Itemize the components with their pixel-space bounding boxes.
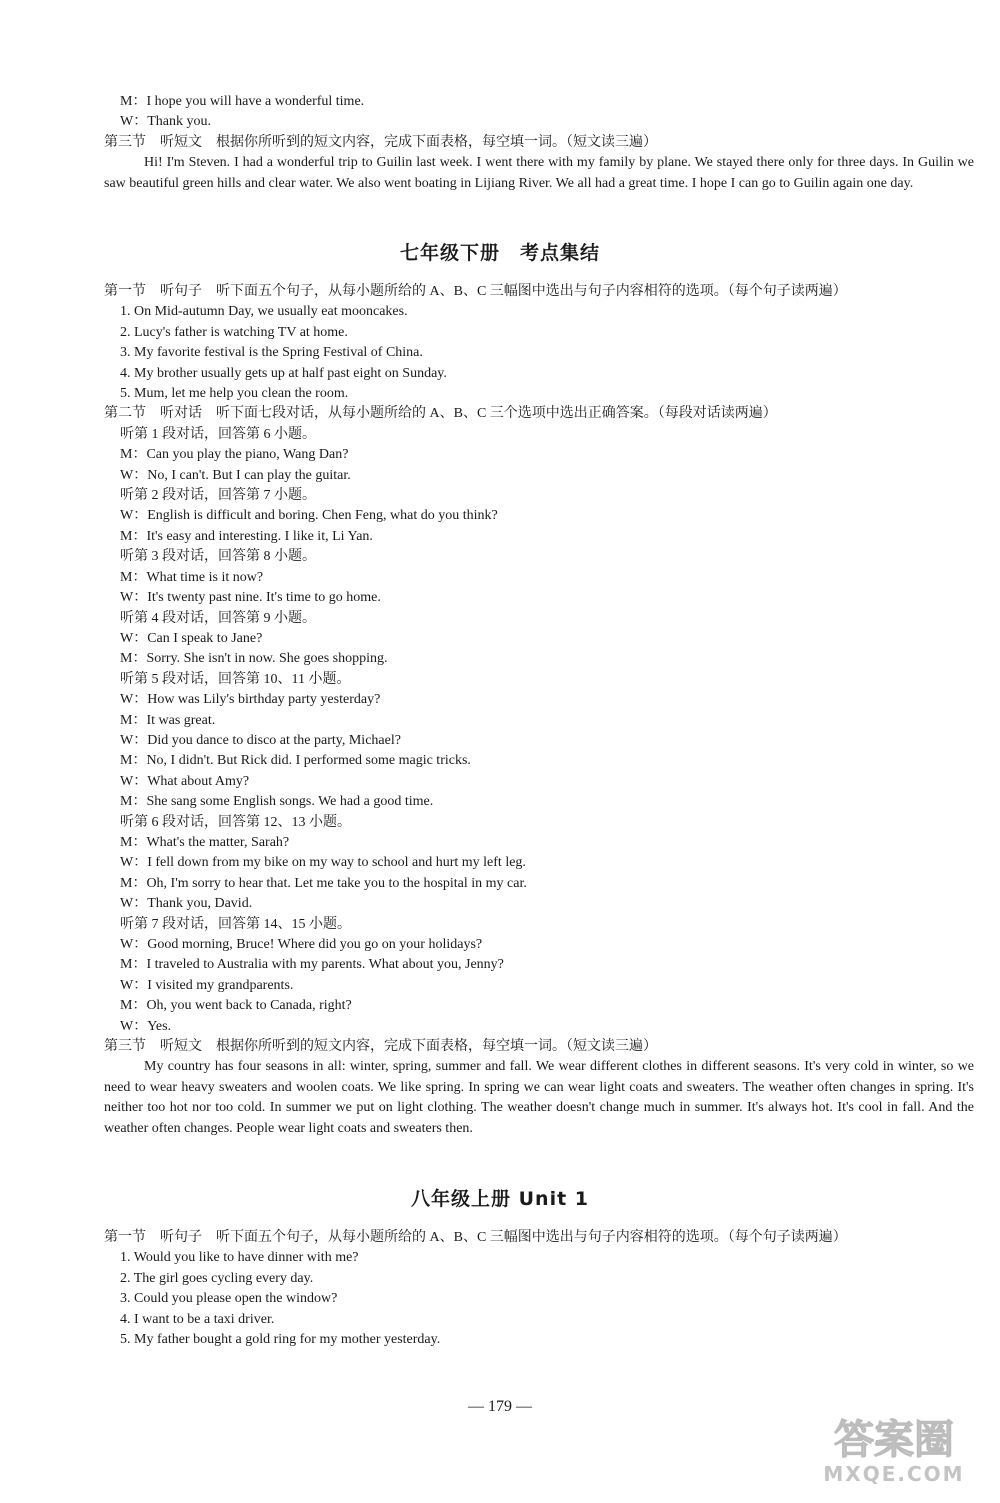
section-heading: 七年级下册 考点集结	[399, 242, 600, 264]
dialogue-line: 听第 3 段对话，回答第 8 小题。	[120, 549, 316, 565]
dialogue-line: W：I fell down from my bike on my way to school and hurt my left leg.	[120, 855, 526, 871]
dialogue-line: W：Yes.	[120, 1018, 172, 1034]
dialogue-line: M：Can you play the piano, Wang Dan?	[120, 447, 349, 463]
section-title: 第三节 听短文 根据你所听到的短文内容，完成下面表格，每空填一词。（短文读三遍）	[104, 134, 657, 150]
watermark-logo-icon	[796, 1409, 986, 1489]
passage: Hi! I'm Steven. I had a wonderful trip to Guilin last week. I went there with my family by plane. We stayed there only for three days. In Guilin we saw beautiful green hills and clear water. We also went boating in Lijiang River. We all had a great time. I hope I can go to Guilin again one day.	[104, 155, 974, 191]
dialogue-line: 听第 7 段对话，回答第 14、15 小题。	[120, 916, 351, 932]
dialogue-line: M：Oh, I'm sorry to hear that. Let me take you to the hospital in my car.	[120, 875, 527, 891]
section-title: 第一节 听句子 听下面五个句子，从每小题所给的 A、B、C 三幅图中选出与句子内容相符的选项。（每个句子读两遍）	[104, 284, 847, 299]
dialogue-line: M：Oh, you went back to Canada, right?	[120, 998, 352, 1014]
dialogue-line: M：No, I didn't. But Rick did. I performed some magic tricks.	[120, 753, 471, 769]
passage: My country has four seasons in all: winter, spring, summer and fall. We wear different clothes in different seasons. It's very cold in winter, so we need to wear heavy sweaters and woolen coats. We like spring. In spring we can wear light coats and sweaters. The weather often changes in spring. It's neither too hot nor too cold. In summer we put on light clothing. The weather doesn't change much in summer. It's always hot. It's cool in fall. And the weather often changes. People wear light coats and sweaters then.	[104, 1059, 974, 1136]
dialogue-line: M：She sang some English songs. We had a good time.	[120, 794, 434, 810]
dialogue-line: W：Did you dance to disco at the party, Michael?	[120, 732, 401, 748]
dialogue-line: 听第 1 段对话，回答第 6 小题。	[120, 426, 316, 442]
dialogue-line: W：What about Amy?	[120, 773, 250, 789]
dialogue-line: W：Thank you, David.	[120, 896, 253, 912]
dialogue-line: M：I traveled to Australia with my parents. What about you, Jenny?	[120, 957, 504, 973]
dialogue-line: W：I visited my grandparents.	[120, 977, 294, 993]
sentence-item: 5. Mum, let me help you clean the room.	[120, 386, 349, 402]
sentence-item: 3. Could you please open the window?	[120, 1291, 338, 1307]
grade8-content	[104, 1228, 974, 1350]
sentence-item: 2. The girl goes cycling every day.	[120, 1270, 314, 1286]
sentence-item: 1. On Mid-autumn Day, we usually eat mooncakes.	[120, 304, 408, 320]
top-continuation	[104, 92, 974, 194]
dialogue-line: W：No, I can't. But I can play the guitar.	[120, 467, 351, 483]
dialogue-line: W：English is difficult and boring. Chen Feng, what do you think?	[120, 508, 498, 524]
dialogue-line: 听第 6 段对话，回答第 12、13 小题。	[120, 814, 351, 830]
dialogue-line: W：Good morning, Bruce! Where did you go on your holidays?	[120, 937, 483, 952]
dialogue-line: W：It's twenty past nine. It's time to go home.	[120, 590, 381, 606]
dialogue-line: W：Thank you.	[120, 114, 211, 130]
dialogue-line: M：What's the matter, Sarah?	[120, 834, 290, 850]
dialogue-line: M：What time is it now?	[120, 569, 264, 585]
sentence-item: 4. My brother usually gets up at half past eight on Sunday.	[120, 365, 447, 381]
dialogue-line: M：It's easy and interesting. I like it, Li Yan.	[120, 528, 373, 544]
dialogue-line: W：Can I speak to Jane?	[120, 630, 263, 646]
dialogue-line: W：How was Lily's birthday party yesterday?	[120, 692, 381, 708]
sentence-item: 4. I want to be a taxi driver.	[120, 1311, 275, 1327]
section-title: 第二节 听对话 听下面七段对话，从每小题所给的 A、B、C 三个选项中选出正确答案。（每段对话读两遍）	[104, 406, 777, 422]
grade7-content	[104, 282, 974, 1139]
watermark-text-bottom: MXQE.COM	[823, 1462, 965, 1486]
dialogue-line: 听第 2 段对话，回答第 7 小题。	[120, 488, 316, 504]
sentence-item: 5. My father bought a gold ring for my mother yesterday.	[120, 1332, 441, 1348]
section-heading: 八年级上册 Unit 1	[411, 1188, 589, 1210]
dialogue-line: 听第 5 段对话，回答第 10、11 小题。	[120, 671, 351, 687]
section-title: 第一节 听句子 听下面五个句子，从每小题所给的 A、B、C 三幅图中选出与句子内容相符的选项。（每个句子读两遍）	[104, 1230, 847, 1245]
page-number: — 179 —	[468, 1398, 532, 1415]
dialogue-line: 听第 4 段对话，回答第 9 小题。	[120, 610, 316, 626]
watermark-text-top: 答案圈	[834, 1417, 954, 1463]
dialogue-line: M：I hope you will have a wonderful time.	[120, 94, 365, 109]
section-title: 第三节 听短文 根据你所听到的短文内容，完成下面表格，每空填一词。（短文读三遍）	[104, 1039, 657, 1055]
watermark-logo	[796, 1409, 986, 1489]
sentence-item: 2. Lucy's father is watching TV at home.	[120, 324, 348, 340]
dialogue-line: M：Sorry. She isn't in now. She goes shopping.	[120, 651, 388, 667]
sentence-item: 1. Would you like to have dinner with me?	[120, 1250, 359, 1266]
sentence-item: 3. My favorite festival is the Spring Festival of China.	[120, 345, 423, 361]
dialogue-line: M：It was great.	[120, 712, 216, 728]
